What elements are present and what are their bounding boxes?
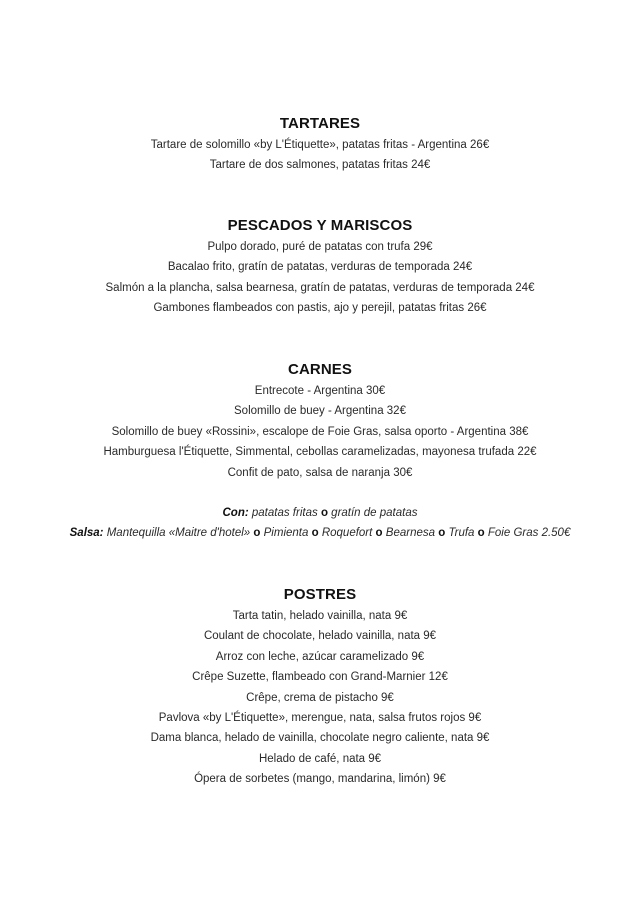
menu-item: Solomillo de buey - Argentina 32€ <box>234 405 406 418</box>
section-title: PESCADOS Y MARISCOS <box>227 217 413 234</box>
or-separator: o <box>311 527 319 540</box>
sides-note <box>0 503 640 523</box>
menu-item: Entrecote - Argentina 30€ <box>254 385 386 397</box>
sauce-option: Roquefort <box>321 527 373 540</box>
section-title: TARTARES <box>279 115 361 132</box>
menu-item: Pavlova «by L'Étiquette», merengue, nata, salsa frutos rojos 9€ <box>158 712 482 725</box>
section-postres <box>0 584 640 790</box>
menu-item: Crêpe Suzette, flambeado con Grand-Marnier 12€ <box>192 671 448 684</box>
menu-item: Helado de café, nata 9€ <box>258 752 382 765</box>
menu-item: Gambones flambeados con pastis, ajo y perejil, patatas fritas 26€ <box>153 302 487 315</box>
menu-item: Tartare de solomillo «by L'Étiquette», patatas fritas - Argentina 26€ <box>150 139 490 151</box>
menu-item: Pulpo dorado, puré de patatas con trufa 29€ <box>207 241 433 253</box>
menu-item: Tarta tatin, helado vainilla, nata 9€ <box>232 610 408 622</box>
sauce-option: Trufa <box>448 527 475 540</box>
sauce-option: Pimienta <box>263 527 309 540</box>
sauce-option: Mantequilla «Maitre d'hotel» <box>106 527 251 540</box>
or-separator: o <box>438 527 446 540</box>
menu-item: Ópera de sorbetes (mango, mandarina, limón) 9€ <box>194 773 446 786</box>
side-option: gratín de patatas <box>331 507 418 520</box>
section-pescados-y-mariscos <box>0 215 640 319</box>
menu-item: Confit de pato, salsa de naranja 30€ <box>227 466 413 479</box>
menu-item: Hamburguesa l'Étiquette, Simmental, cebollas caramelizadas, mayonesa trufada 22€ <box>103 446 537 459</box>
sides-label: Con: <box>222 507 249 520</box>
or-separator: o <box>320 507 328 520</box>
section-tartares <box>0 113 640 176</box>
sauces-label: Salsa: <box>69 527 104 540</box>
menu-item: Salmón a la plancha, salsa bearnesa, gratín de patatas, verduras de temporada 24€ <box>105 281 535 294</box>
menu-item: Dama blanca, helado de vainilla, chocolate negro caliente, nata 9€ <box>150 732 490 745</box>
section-title: CARNES <box>288 361 352 378</box>
sauce-option: Bearnesa <box>385 527 436 540</box>
section-title: POSTRES <box>283 586 357 603</box>
menu-item: Coulant de chocolate, helado vainilla, nata 9€ <box>203 630 437 643</box>
sauces-note <box>0 523 640 543</box>
or-separator: o <box>253 527 261 540</box>
sauce-option: Foie Gras 2.50€ <box>487 527 571 540</box>
menu-item: Bacalao frito, gratín de patatas, verduras de temporada 24€ <box>167 261 473 274</box>
or-separator: o <box>375 527 383 540</box>
menu-item: Tartare de dos salmones, patatas fritas 24€ <box>209 159 431 172</box>
menu-item: Solomillo de buey «Rossini», escalope de Foie Gras, salsa oporto - Argentina 38€ <box>111 425 529 438</box>
or-separator: o <box>477 527 485 540</box>
menu-item: Crêpe, crema de pistacho 9€ <box>246 691 394 704</box>
side-option: patatas fritas <box>251 507 318 520</box>
menu-item: Arroz con leche, azúcar caramelizado 9€ <box>215 650 425 663</box>
section-carnes <box>0 359 640 544</box>
